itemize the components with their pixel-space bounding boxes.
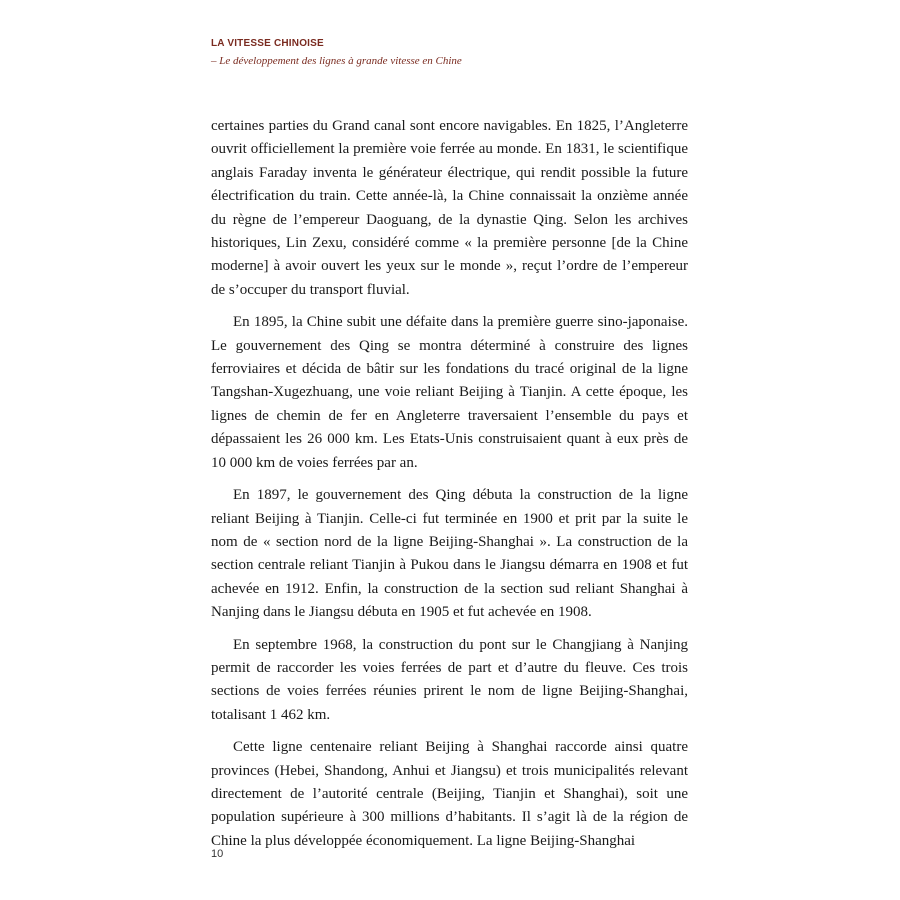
running-title: LA VITESSE CHINOISE: [211, 38, 324, 49]
paragraph-2: En 1895, la Chine subit une défaite dans la première guerre sino-japonaise. Le gouvernement des Qing se montra déterminé à construire des lignes ferroviaires et décida de bâtir sur les fondations du tracé original de la ligne Tangshan-Xugezhuang, une voie reliant Beijing à Tianjin. A cette époque, les lignes de chemin de fer en Angleterre traversaient l’ensemble du pays et dépassaient les 26 000 km. Les Etats-Unis construisaient quant à eux près de 10 000 km de voies ferrées par an.: [211, 314, 688, 471]
paragraph-1: certaines parties du Grand canal sont encore navigables. En 1825, l’Angleterre ouvrit officiellement la première voie ferrée au monde. En 1831, le scientifique anglais Faraday inventa le générateur électrique, qui rendit possible la future électrification du train. Cette année-là, la Chine connaissait la onzième année du règne de l’empereur Daoguang, de la dynastie Qing. Selon les archives historiques, Lin Zexu, considéré comme « la première personne [de la Chine moderne] à avoir ouvert les yeux sur le monde », reçut l’ordre de l’empereur de s’occuper du transport fluvial.: [211, 118, 688, 298]
page-number: 10: [211, 848, 224, 860]
body-text: [211, 115, 688, 862]
paragraph-4: En septembre 1968, la construction du pont sur le Changjiang à Nanjing permit de raccorder les voies ferrées de part et d’autre du fleuve. Ces trois sections de voies ferrées réunies prirent le nom de ligne Beijing-Shanghai, totalisant 1 462 km.: [211, 636, 688, 723]
paragraph-3: En 1897, le gouvernement des Qing débuta la construction de la ligne reliant Beijing à Tianjin. Celle-ci fut terminée en 1900 et prit par la suite le nom de « section nord de la ligne Beijing-Shanghai ». La construction de la section centrale reliant Tianjin à Pukou dans le Jiangsu démarra en 1908 et fut achevée en 1912. Enfin, la construction de la section sud reliant Shanghai à Nanjing dans le Jiangsu débuta en 1905 et fut achevée en 1908.: [211, 487, 688, 621]
running-subtitle: – Le développement des lignes à grande vitesse en Chine: [211, 55, 462, 67]
paragraph-5: Cette ligne centenaire reliant Beijing à Shanghai raccorde ainsi quatre provinces (Hebei, Shandong, Anhui et Jiangsu) et trois municipalités relevant directement de l’autorité centrale (Beijing, Tianjin et Shanghai), soit une population supérieure à 300 millions d’habitants. Il s’agit là de la région de Chine la plus développée économiquement. La ligne Beijing-Shanghai: [211, 739, 688, 849]
